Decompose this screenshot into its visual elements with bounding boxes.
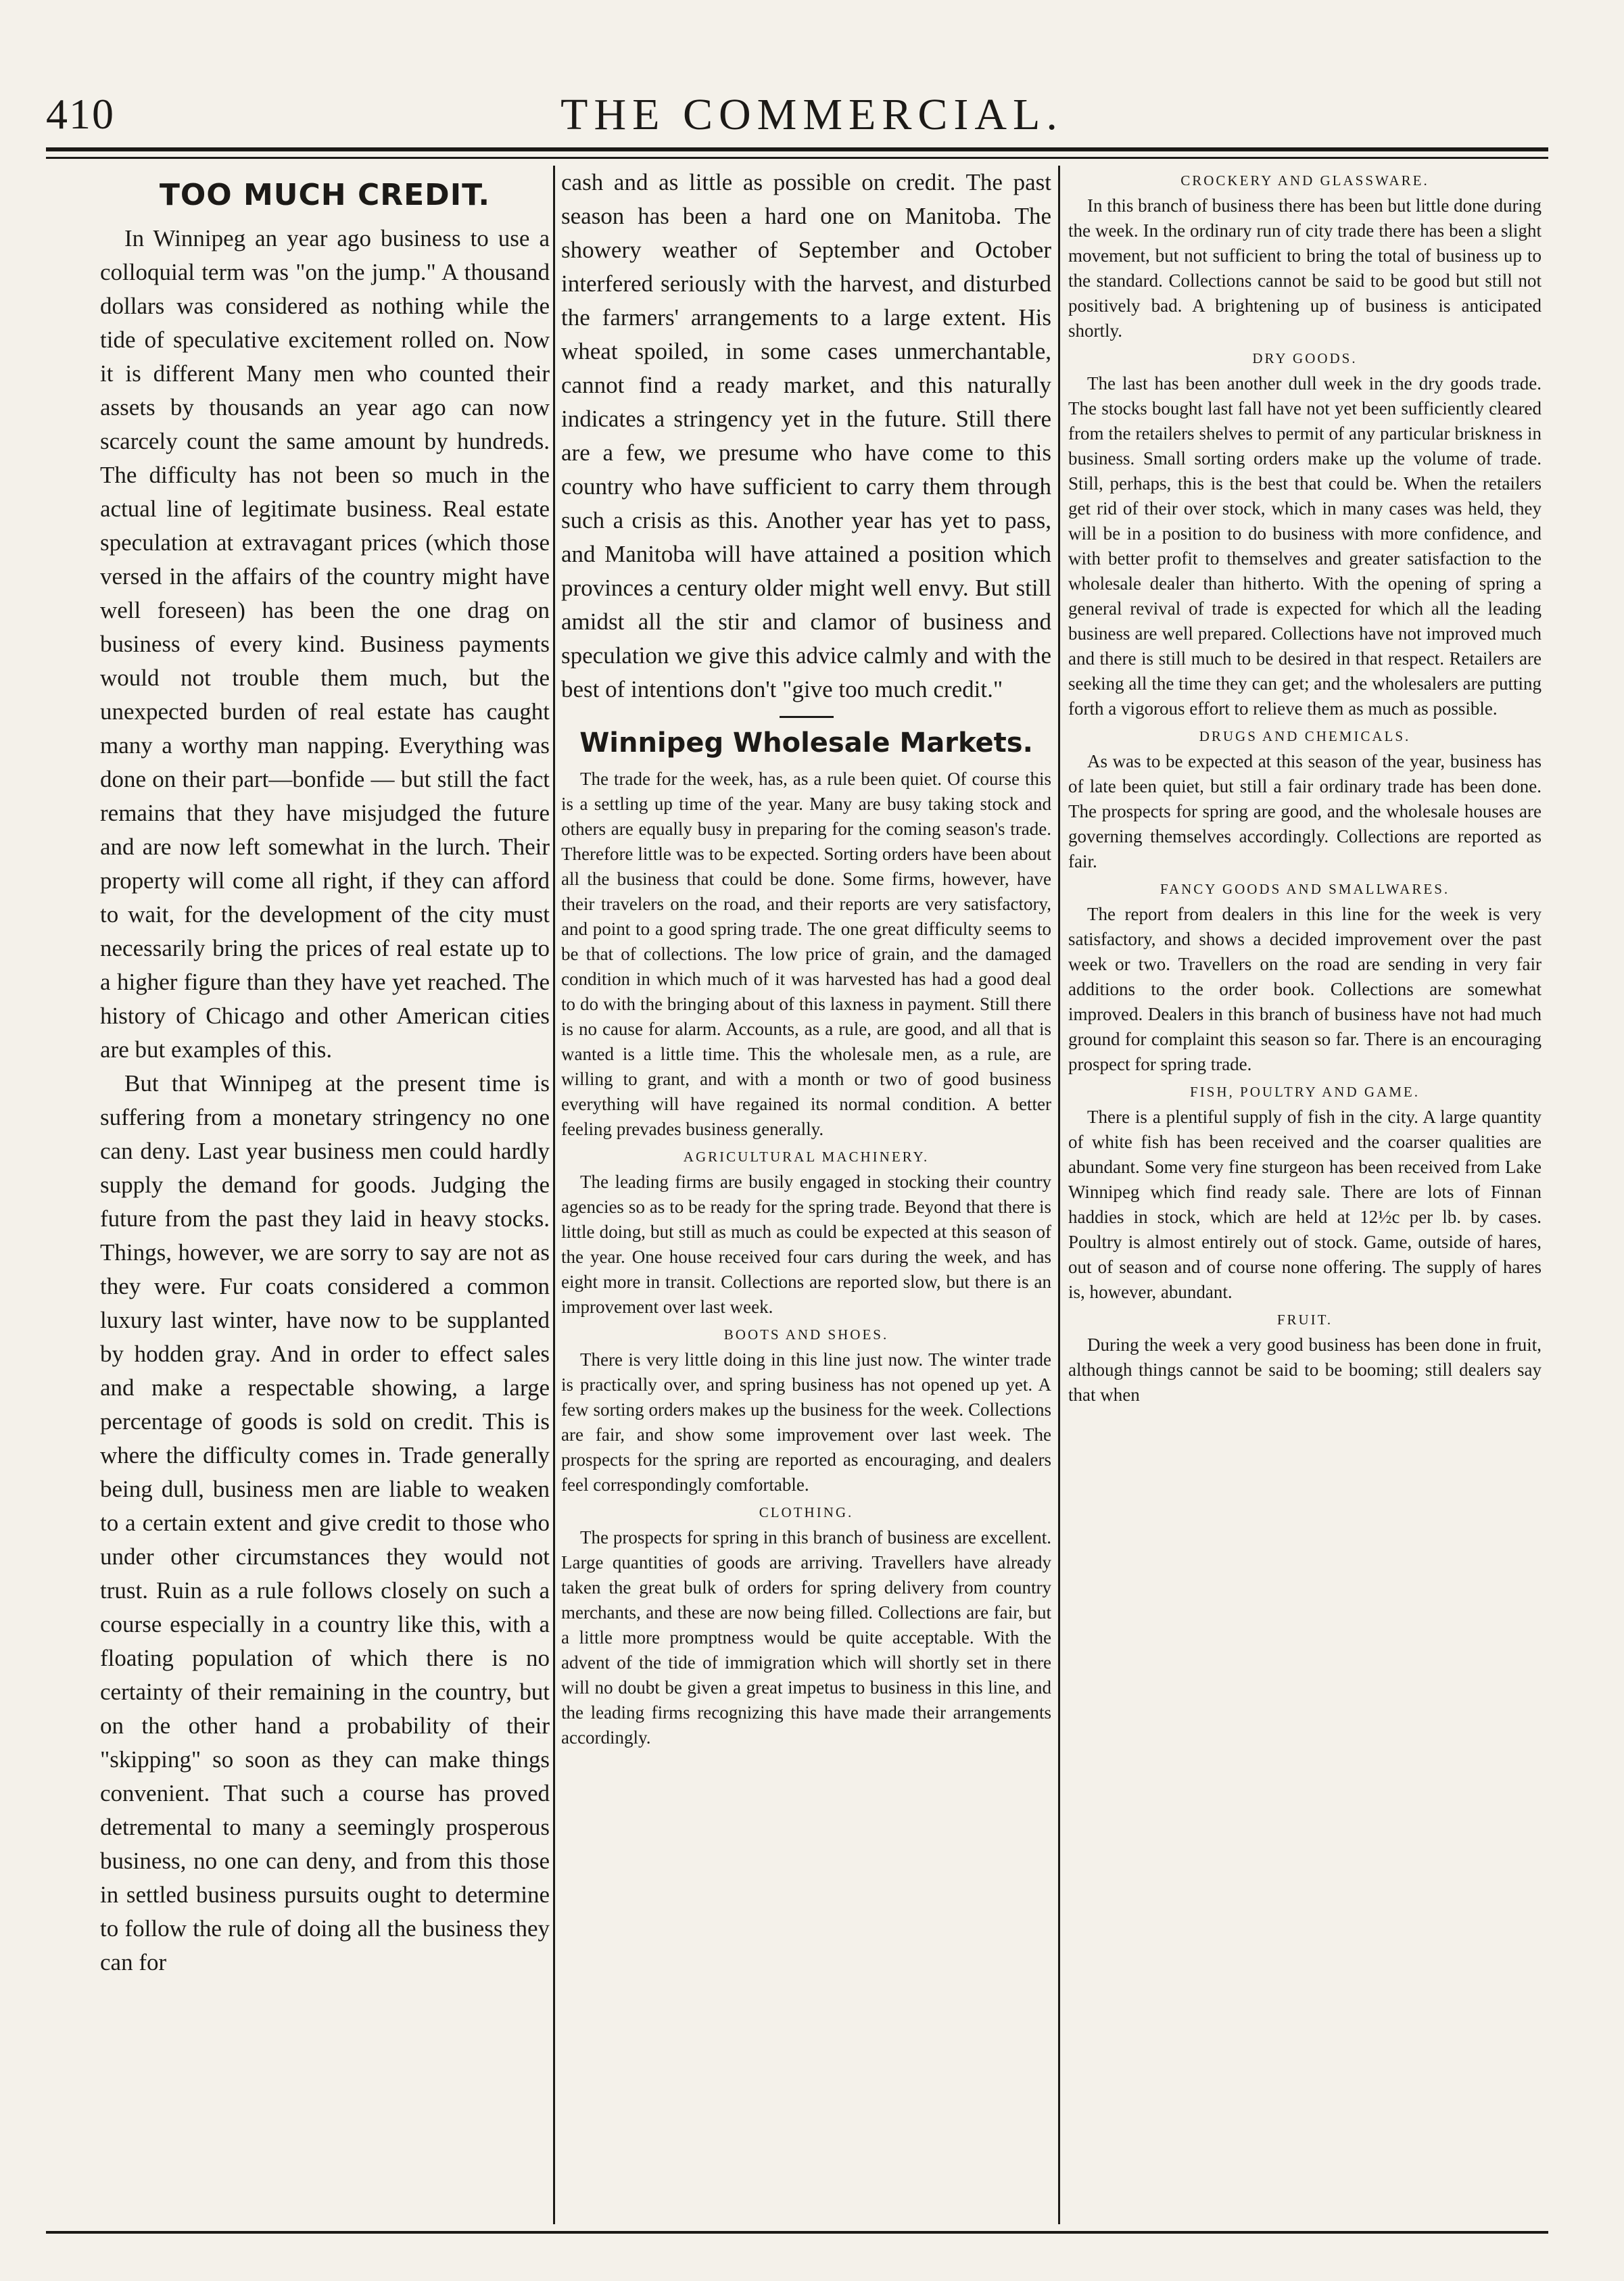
market-heading: BOOTS AND SHOES. (723, 1326, 889, 1343)
market-heading: FANCY GOODS AND SMALLWARES. (1160, 881, 1450, 897)
market-text: The last has been another dull week in the dry goods trade. The stocks bought last fall have not yet been sufficiently cleared from the retailers shelves to permit of any particular briskness in business. Small sorting orders make up the volume of trade. Still, perhaps, this is the best that could be. When the retailers get rid of their over stock, which in many cases was held, they will be in a position to do business with more confidence, and with better profit to themselves and greater satisfaction to the wholesale dealer than hitherto. With the opening of spring a general revival of trade is expected for which all the leading business are well prepared. Collections have not improved much and there is still much to be desired in that respect. Retailers are seeking all the time they can get; and the wholesalers are putting forth a vigorous effort to relieve them as much as possible. (1068, 373, 1542, 719)
market-heading: DRUGS AND CHEMICALS. (1199, 728, 1411, 744)
market-heading: FISH, POULTRY AND GAME. (1190, 1084, 1420, 1100)
market-text: As was to be expected at this season of the year, business has of late been quiet, but still a fair ordinary trade has been done. The prospects for spring are good, and the wholesale houses are governing themselves accordingly. Collections are reported as fair. (1068, 751, 1542, 871)
market-text: During the week a very good business has been done in fruit, although things cannot be said to be booming; still dealers say that when (1068, 1335, 1542, 1405)
market-text: In this branch of business there has been but little done during the week. In the ordinary run of city trade there has been a slight movement, but not sufficient to bring the total of business up to the standard. Collections cannot be said to be good but still not positively bad. A brightening up of business is anticipated shortly. (1068, 195, 1542, 341)
header-rule-thick (46, 147, 1548, 151)
column-1 (100, 166, 550, 2224)
column-divider (553, 166, 555, 2224)
masthead: THE COMMERCIAL. (560, 90, 1064, 139)
article-paragraph: In Winnipeg an year ago business to use a colloquial term was "on the jump." A thousand dollars was considered as nothing while the tide of speculative excitement rolled on. Now it is different Many men who counted their assets by thousands an year ago can now scarcely count the same amount by hundreds. The difficulty has not been so much in the actual line of legitimate business. Real estate speculation at extravagant prices (which those versed in the affairs of the country might have well foreseen) has been the one drag on business of every kind. Business payments would not trouble them much, but the unexpected burden of real estate has caught many a worthy man napping. Everything was done on their part—bonfide — but still the fact remains that they have misjudged the future and are now left somewhat in the lurch. Their property will come all right, if they can afford to wait, for the development of the city must necessarily bring the prices of real estate up to a higher figure than they have yet reached. The history of Chicago and other American cities are but examples of this. (100, 225, 550, 1063)
column-2 (561, 166, 1051, 2224)
article-title: TOO MUCH CREDIT. (159, 178, 491, 212)
market-text: The prospects for spring in this branch of business are excellent. Large quantities of goods are arriving. Travellers have already taken the great bulk of orders for spring delivery from country merchants, and these are now being filled. Collections are fair, but a little more promptness would be quite acceptable. With the advent of the tide of immigration which will shortly set in there will no doubt be given a great impetus to business in this line, and the leading firms recognizing this have made their arrangements accordingly. (561, 1527, 1051, 1748)
column-divider (1058, 166, 1060, 2224)
market-heading: CLOTHING. (759, 1504, 854, 1520)
market-text: The leading firms are busily engaged in stocking their country agencies so as to be ready for the spring trade. Beyond that there is little doing, but still as much as could be expected at this season of the year. One house received four cars during the week, and has eight more in transit. Collections are reported slow, but there is an improvement over last week. (561, 1172, 1051, 1317)
page-number: 410 (46, 90, 115, 138)
market-text: The report from dealers in this line for the week is very satisfactory, and shows a decided improvement over the past week or two. Travellers on the road are sending in very fair additions to the order book. Collections are somewhat improved. Dealers in this branch of business have not had much ground for complaint this season so far. There is an encouraging prospect for spring trade. (1068, 904, 1542, 1074)
column-3 (1068, 166, 1542, 2224)
market-heading: DRY GOODS. (1252, 350, 1358, 366)
article-paragraph: But that Winnipeg at the present time is suffering from a monetary stringency no one can deny. Last year business men could hardly supply the demand for goods. Judging the future from the past they laid in heavy stocks. Things, however, we are sorry to say are not as they were. Fur coats considered a common luxury last winter, have now to be supplanted by hodden gray. And in order to effect sales and make a respectable showing, a large percentage of goods is sold on credit. This is where the difficulty comes in. Trade generally being dull, business men are liable to weaken to a certain extent and give credit to those who under other circumstances they would not trust. Ruin as a rule follows closely on such a course especially in a country like this, with a floating population of which there is no certainty of their remaining in the country, but on the other hand a probability of their "skipping" so soon as they can make things convenient. That such a course has proved detremental to many a seemingly prosperous business, no one can deny, and from this those in settled business pursuits ought to determine to follow the rule of doing all the business they can for (100, 1070, 550, 1975)
section-title: Winnipeg Wholesale Markets. (579, 727, 1033, 759)
market-text: There is very little doing in this line just now. The winter trade is practically over, and spring business has not opened up yet. A few sorting orders makes up the business for the week. Collections are fair, and show some improvement over last week. The prospects for the spring are reported as encouraging, and dealers feel correspondingly comfortable. (561, 1349, 1051, 1495)
footer-rule (46, 2231, 1548, 2234)
market-text: There is a plentiful supply of fish in the city. A large quantity of white fish has been received and the coarser qualities are abundant. Some very fine sturgeon has been received from Lake Winnipeg which find ready sale. There are lots of Finnan haddies in stock, which are held at 12½c per lb. by cases. Poultry is almost entirely out of stock. Game, outside of hares, out of season and of course none offering. The supply of hares is, however, abundant. (1068, 1107, 1542, 1302)
market-intro: The trade for the week, has, as a rule been quiet. Of course this is a settling up time of the year. Many are busy taking stock and others are equally busy in preparing for the coming season's trade. Therefore little was to be expected. Sorting orders have been about all the business that could be done. Some firms, however, have their travelers on the road, and their reports are very satisfactory, and point to a good spring trade. The one great difficulty seems to be that of collections. The low price of grain, and the damaged condition in which much of it was harvested has had a good deal to do with the bringing about of this laxness in payment. Still there is no cause for alarm. Accounts, as a rule, are good, and all that is wanted is a little time. This the wholesale men, as a rule, are willing to grant, and with a month or two of good business everything will have regained its normal condition. A better feeling prevades business generally. (561, 769, 1051, 1139)
article-paragraph: cash and as little as possible on credit. The past season has been a hard one on Manitoba. The showery weather of September and October interfered seriously with the harvest, and disturbed the farmers' arrangements to a large extent. His wheat spoiled, in some cases unmerchantable, cannot find a ready market, and this naturally indicates a stringency yet in the future. Still there are a few, we presume who have come to this country who have sufficient to carry them through such a crisis as this. Another year has yet to pass, and Manitoba will have attained a position which provinces a century older might well envy. But still amidst all the stir and clamor of business and speculation we give this advice calmly and with the best of intentions don't "give too much credit." (561, 169, 1051, 702)
market-heading: CROCKERY AND GLASSWARE. (1180, 172, 1429, 189)
market-heading: FRUIT. (1276, 1312, 1333, 1328)
article-separator (780, 716, 834, 718)
market-heading: AGRICULTURAL MACHINERY. (683, 1149, 930, 1165)
page-header (0, 81, 1624, 149)
header-rule-thin (46, 157, 1548, 159)
